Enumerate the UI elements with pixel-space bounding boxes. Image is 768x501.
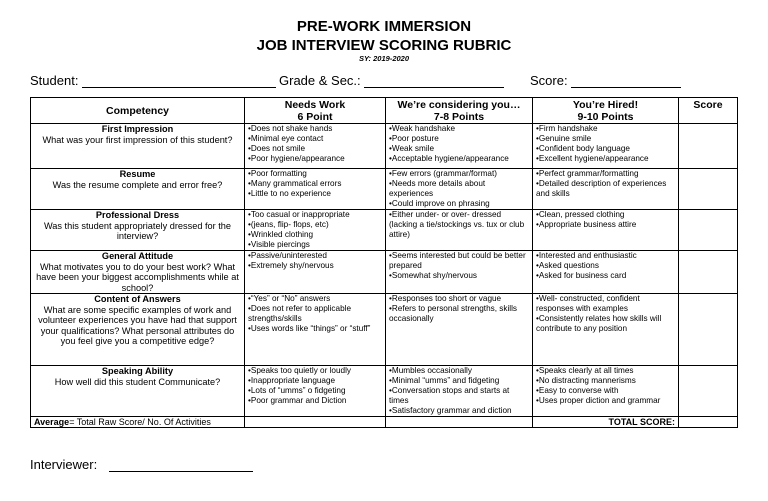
list-item: • Consistently relates how skills will contribute to any position — [536, 314, 675, 334]
rubric-table — [30, 97, 738, 428]
competency-question: What motivates you to do your best work? What have been your biggest accomplishments while at school? — [36, 261, 239, 293]
list-item: • Many grammatical errors — [248, 179, 382, 189]
header-hired — [533, 98, 679, 124]
list-item: • Poor grammar and Diction — [248, 396, 382, 406]
list-item: • Little to no experience — [248, 189, 382, 199]
list-item: • No distracting mannerisms — [536, 376, 675, 386]
needs-work-cell — [245, 366, 386, 417]
student-field — [30, 73, 276, 88]
header-considering — [386, 98, 533, 124]
considering-cell — [386, 169, 533, 210]
average-formula: = Total Raw Score/ No. Of Activities — [69, 417, 211, 427]
competency-cell — [31, 366, 245, 417]
table-row — [31, 251, 738, 294]
hired-cell — [533, 124, 679, 169]
competency-cell — [31, 124, 245, 169]
header-hired-points: 9-10 Points — [577, 111, 634, 123]
list-item: • Speaks too quietly or loudly — [248, 366, 382, 376]
footer-empty-cell — [386, 417, 533, 428]
needs-work-cell — [245, 169, 386, 210]
list-item: • Too casual or inappropriate — [248, 210, 382, 220]
list-item: • Acceptable hygiene/appearance — [389, 154, 529, 164]
competency-name: Content of Answers — [94, 294, 181, 304]
hired-cell — [533, 366, 679, 417]
needs-work-cell — [245, 210, 386, 251]
competency-cell — [31, 210, 245, 251]
list-item: • Weak smile — [389, 144, 529, 154]
score-cell[interactable] — [679, 366, 738, 417]
header-hired-title: You’re Hired! — [572, 99, 639, 111]
list-item: • Clean, pressed clothing — [536, 210, 675, 220]
score-cell[interactable] — [679, 251, 738, 294]
competency-question: Was the resume complete and error free? — [52, 179, 223, 190]
list-item: • Somewhat shy/nervous — [389, 271, 529, 281]
score-cell[interactable] — [679, 210, 738, 251]
competency-cell — [31, 251, 245, 294]
competency-question: What are some specific examples of work and volunteer experiences you have had that support your qualifications? What personal attributes do you feel give you a competitive edge? — [38, 304, 237, 346]
list-item: • Speaks clearly at all times — [536, 366, 675, 376]
list-item: • Wrinkled clothing — [248, 230, 382, 240]
header-considering-points: 7-8 Points — [433, 111, 485, 123]
list-item: • Responses too short or vague — [389, 294, 529, 304]
list-item: • “Yes” or “No” answers — [248, 294, 382, 304]
list-item: • Poor posture — [389, 134, 529, 144]
list-item: • Minimal “umms” and fidgeting — [389, 376, 529, 386]
list-item: • Lots of “umms” o fidgeting — [248, 386, 382, 396]
header-score: Score — [679, 98, 738, 124]
list-item: • Needs more details about experiences — [389, 179, 529, 199]
list-item: • Mumbles occasionally — [389, 366, 529, 376]
list-item: • Firm handshake — [536, 124, 675, 134]
list-item: • Asked for business card — [536, 271, 675, 281]
hired-cell — [533, 251, 679, 294]
list-item: • Does not shake hands — [248, 124, 382, 134]
needs-work-cell — [245, 294, 386, 366]
table-row — [31, 210, 738, 251]
score-field — [530, 73, 681, 88]
footer-empty-cell — [245, 417, 386, 428]
competency-cell — [31, 169, 245, 210]
list-item: • Does not smile — [248, 144, 382, 154]
considering-cell — [386, 124, 533, 169]
list-item: • Inappropriate language — [248, 376, 382, 386]
table-row — [31, 366, 738, 417]
considering-cell — [386, 366, 533, 417]
list-item: • Extremely shy/nervous — [248, 261, 382, 271]
hired-cell — [533, 294, 679, 366]
competency-name: Resume — [119, 169, 156, 179]
list-item: • (jeans, flip- flops, etc) — [248, 220, 382, 230]
hired-cell — [533, 210, 679, 251]
list-item: • Poor formatting — [248, 169, 382, 179]
list-item: • Appropriate business attire — [536, 220, 675, 230]
needs-work-cell — [245, 251, 386, 294]
list-item: • Well- constructed, confident responses with examples — [536, 294, 675, 314]
list-item: • Could improve on phrasing — [389, 199, 529, 209]
score-cell[interactable] — [679, 294, 738, 366]
student-label: Student: — [30, 73, 79, 88]
interviewer-label: Interviewer: — [30, 457, 98, 472]
header-needs-work-points: 6 Point — [297, 111, 333, 123]
list-item: • Passive/uninterested — [248, 251, 382, 261]
score-cell[interactable] — [679, 169, 738, 210]
header-competency: Competency — [31, 98, 245, 124]
table-row — [31, 294, 738, 366]
list-item: • Minimal eye contact — [248, 134, 382, 144]
total-score-label: TOTAL SCORE: — [533, 417, 679, 428]
competency-name: First Impression — [101, 124, 174, 134]
score-input-line[interactable] — [571, 75, 681, 88]
score-cell[interactable] — [679, 124, 738, 169]
competency-question: Was this student appropriately dressed for the interview? — [43, 220, 232, 241]
list-item: • Seems interested but could be better prepared — [389, 251, 529, 271]
grade-label: Grade & Sec.: — [279, 73, 361, 88]
list-item: • Detailed description of experiences and skills — [536, 179, 675, 199]
grade-field — [279, 73, 504, 88]
list-item: • Uses words like “things” or “stuff” — [248, 324, 382, 334]
list-item: • Either under- or over- dressed (lacking a tie/stockings vs. tux or club attire) — [389, 210, 529, 240]
list-item: • Weak handshake — [389, 124, 529, 134]
competency-cell — [31, 294, 245, 366]
average-note — [31, 417, 245, 428]
student-input-line[interactable] — [82, 75, 276, 88]
list-item: • Does not refer to applicable strengths/skills — [248, 304, 382, 324]
list-item: • Conversation stops and starts at times — [389, 386, 529, 406]
footer-row — [31, 417, 738, 428]
list-item: • Satisfactory grammar and diction — [389, 406, 529, 416]
considering-cell — [386, 294, 533, 366]
list-item: • Few errors (grammar/format) — [389, 169, 529, 179]
considering-cell — [386, 251, 533, 294]
list-item: • Excellent hygiene/appearance — [536, 154, 675, 164]
interviewer-input-line[interactable] — [109, 459, 253, 472]
considering-cell — [386, 210, 533, 251]
list-item: • Interested and enthusiastic — [536, 251, 675, 261]
document-title: PRE-WORK IMMERSION — [296, 18, 472, 35]
score-label: Score: — [530, 73, 568, 88]
header-needs-work — [245, 98, 386, 124]
list-item: • Refers to personal strengths, skills occasionally — [389, 304, 529, 324]
needs-work-cell — [245, 124, 386, 169]
interviewer-field — [30, 457, 253, 472]
header-row — [31, 98, 738, 124]
competency-name: Professional Dress — [95, 210, 180, 220]
document-subtitle: JOB INTERVIEW SCORING RUBRIC — [256, 37, 512, 54]
total-score-cell[interactable] — [679, 417, 738, 428]
header-considering-title: We’re considering you… — [397, 99, 521, 111]
list-item: • Confident body language — [536, 144, 675, 154]
grade-input-line[interactable] — [364, 75, 504, 88]
list-item: • Uses proper diction and grammar — [536, 396, 675, 406]
competency-name: Speaking Ability — [101, 366, 174, 376]
header-needs-work-title: Needs Work — [284, 99, 346, 111]
average-label: Average — [34, 417, 70, 427]
list-item: • Genuine smile — [536, 134, 675, 144]
school-year: SY: 2019-2020 — [358, 54, 410, 63]
table-row — [31, 124, 738, 169]
competency-question: How well did this student Communicate? — [54, 376, 221, 387]
competency-question: What was your first impression of this student? — [42, 134, 233, 145]
hired-cell — [533, 169, 679, 210]
list-item: • Easy to converse with — [536, 386, 675, 396]
list-item: • Visible piercings — [248, 240, 382, 250]
list-item: • Asked questions — [536, 261, 675, 271]
table-row — [31, 169, 738, 210]
list-item: • Perfect grammar/formatting — [536, 169, 675, 179]
list-item: • Poor hygiene/appearance — [248, 154, 382, 164]
competency-name: General Attitude — [101, 251, 174, 261]
